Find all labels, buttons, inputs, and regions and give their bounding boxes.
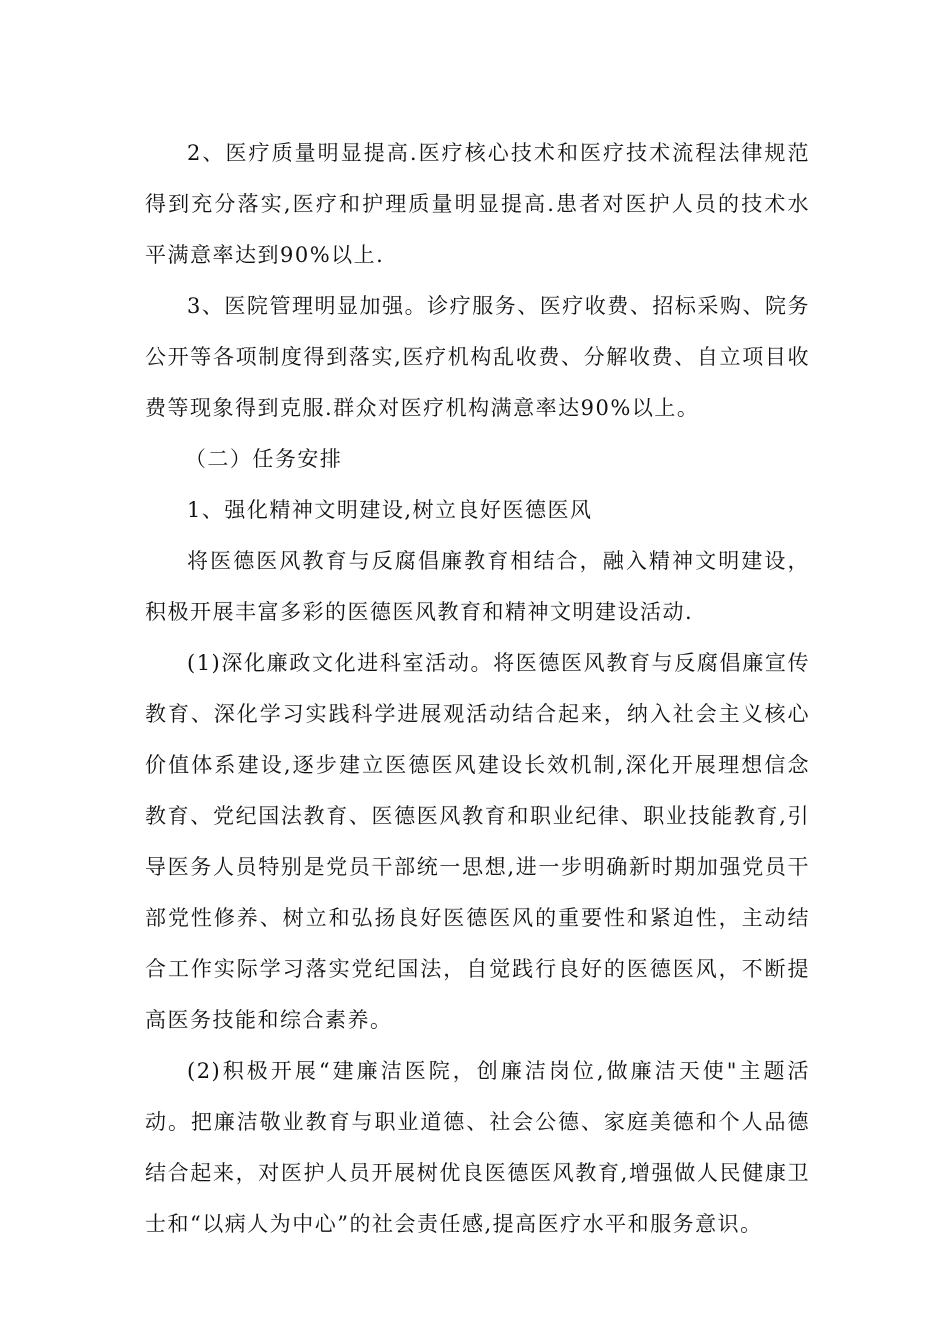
paragraph-education-combination: 将医德医风教育与反腐倡廉教育相结合，融入精神文明建设，积极开展丰富多彩的医德医风教育和精神文明建设活动. — [145, 549, 810, 624]
section-heading-task-arrangement: （二）任务安排 — [184, 447, 343, 471]
paragraph-medical-quality: 2、医疗质量明显提高.医疗核心技术和医疗技术流程法律规范得到充分落实,医疗和护理质量明显提高.患者对医护人员的技术水平满意率达到90%以上. — [145, 141, 810, 267]
subheading-spiritual-civilization: 1、强化精神文明建设,树立良好医德医风 — [187, 498, 593, 522]
paragraph-clean-hospital-campaign: (2)积极开展“建廉洁医院，创廉洁岗位,做廉洁天使"主题活动。把廉洁敬业教育与职业道德、社会公德、家庭美德和个人品德结合起来，对医护人员开展树优良医德医风教育,增强做人民健康卫士和“以病人为中心”的社会责任感,提高医疗水平和服务意识。 — [145, 1059, 810, 1236]
paragraph-integrity-culture: (1)深化廉政文化进科室活动。将医德医风教育与反腐倡廉宣传教育、深化学习实践科学进展观活动结合起来，纳入社会主义核心价值体系建设,逐步建立医德医风建设长效机制,深化开展理想信念教育、党纪国法教育、医德医风教育和职业纪律、职业技能教育,引导医务人员特别是党员干部统一思想,进一步明确新时期加强党员干部党性修养、树立和弘扬良好医德医风的重要性和紧迫性，主动结合工作实际学习落实党纪国法，自觉践行良好的医德医风，不断提高医务技能和综合素养。 — [145, 651, 810, 1032]
document-body — [145, 128, 810, 1250]
paragraph-hospital-management: 3、医院管理明显加强。诊疗服务、医疗收费、招标采购、院务公开等各项制度得到落实,医疗机构乱收费、分解收费、自立项目收费等现象得到克服.群众对医疗机构满意率达90%以上。 — [145, 294, 810, 420]
